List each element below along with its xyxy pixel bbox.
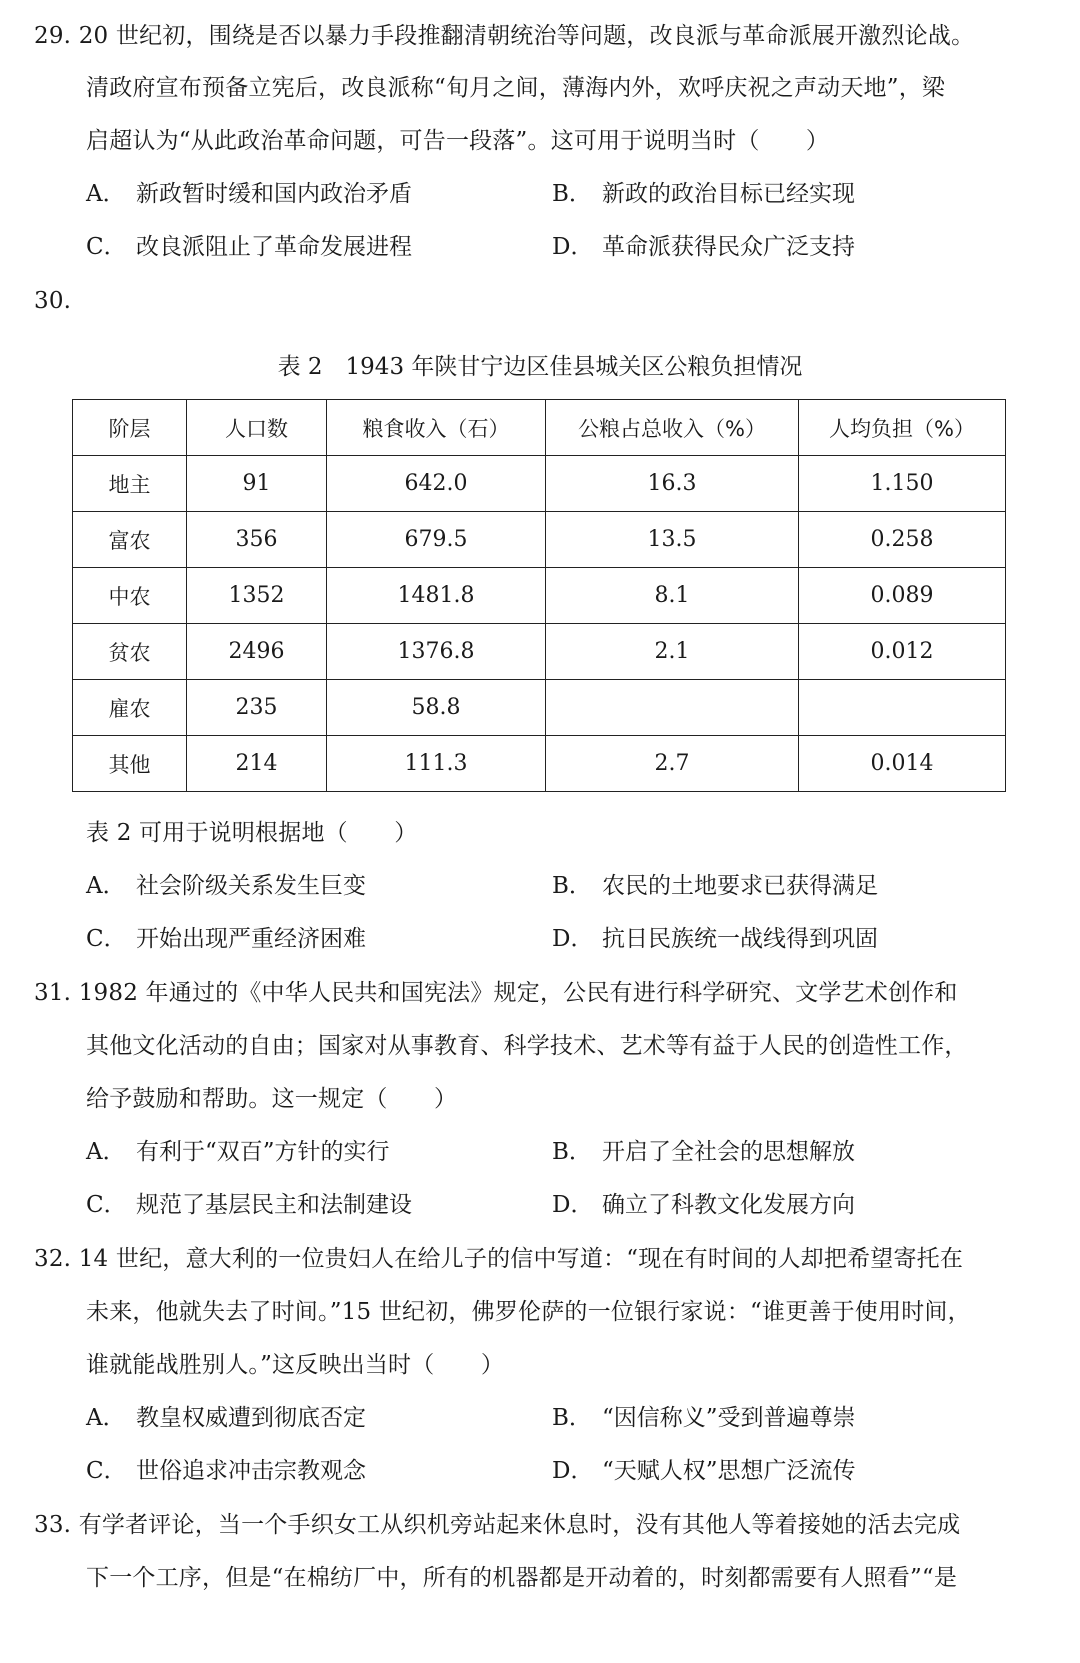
header-per-capita-burden: 人均负担（%） xyxy=(799,400,1006,456)
cell-class: 其他 xyxy=(73,736,187,792)
table-row xyxy=(73,736,1006,792)
cell-grain-share: 2.1 xyxy=(546,624,799,680)
q29-line-2: 清政府宣布预备立宪后，改良派称“旬月之间，薄海内外，欢呼庆祝之声动天地”，梁 xyxy=(86,75,946,101)
cell-grain-income: 58.8 xyxy=(327,680,546,736)
cell-class: 雇农 xyxy=(73,680,187,736)
cell-class: 中农 xyxy=(73,568,187,624)
cell-per-capita-burden: 0.089 xyxy=(799,568,1006,624)
cell-grain-income: 111.3 xyxy=(327,736,546,792)
cell-grain-share: 16.3 xyxy=(546,456,799,512)
q30-option-d[interactable]: D． 抗日民族统一战线得到巩固 xyxy=(552,926,878,952)
grain-burden-table xyxy=(72,399,1006,792)
cell-population: 235 xyxy=(187,680,327,736)
table-row xyxy=(73,680,1006,736)
cell-class: 地主 xyxy=(73,456,187,512)
cell-per-capita-burden xyxy=(799,680,1006,736)
table-header-row xyxy=(73,400,1006,456)
q29-option-b[interactable]: B． 新政的政治目标已经实现 xyxy=(552,181,855,207)
q33-line-2: 下一个工序，但是“在棉纺厂中，所有的机器都是开动着的，时刻都需要有人照看”“是 xyxy=(86,1565,958,1591)
cell-population: 91 xyxy=(187,456,327,512)
cell-grain-share: 8.1 xyxy=(546,568,799,624)
cell-per-capita-burden: 0.258 xyxy=(799,512,1006,568)
q32-line-1 xyxy=(34,1244,963,1274)
header-class: 阶层 xyxy=(73,400,187,456)
q31-number: 31. xyxy=(34,980,72,1006)
cell-population: 214 xyxy=(187,736,327,792)
table-caption: 表 2 1943 年陕甘宁边区佳县城关区公粮负担情况 xyxy=(277,354,803,380)
cell-grain-income: 1376.8 xyxy=(327,624,546,680)
cell-grain-income: 642.0 xyxy=(327,456,546,512)
q33-number: 33. xyxy=(34,1512,72,1538)
cell-per-capita-burden: 0.014 xyxy=(799,736,1006,792)
q29-number: 29. xyxy=(34,23,72,49)
q32-option-c[interactable]: C． 世俗追求冲击宗教观念 xyxy=(86,1458,366,1484)
q31-line-3: 给予鼓励和帮助。这一规定（ ） xyxy=(86,1086,458,1112)
q31-option-d[interactable]: D． 确立了科教文化发展方向 xyxy=(552,1192,855,1218)
q30-stem: 表 2 可用于说明根据地（ ） xyxy=(86,820,418,846)
q29-text-1: 20 世纪初，围绕是否以暴力手段推翻清朝统治等问题，改良派与革命派展开激烈论战。 xyxy=(78,23,975,49)
header-grain-share: 公粮占总收入（%） xyxy=(546,400,799,456)
q30-option-a[interactable]: A． 社会阶级关系发生巨变 xyxy=(86,873,366,899)
q29-option-c[interactable]: C． 改良派阻止了革命发展进程 xyxy=(86,234,412,260)
q29-line-1 xyxy=(34,21,974,51)
q32-option-a[interactable]: A． 教皇权威遭到彻底否定 xyxy=(86,1405,366,1431)
cell-grain-share xyxy=(546,680,799,736)
header-population: 人口数 xyxy=(187,400,327,456)
q31-option-b[interactable]: B． 开启了全社会的思想解放 xyxy=(552,1139,855,1165)
cell-grain-share: 2.7 xyxy=(546,736,799,792)
q33-text-1: 有学者评论，当一个手织女工从织机旁站起来休息时，没有其他人等着接她的活去完成 xyxy=(78,1512,961,1538)
cell-per-capita-burden: 0.012 xyxy=(799,624,1006,680)
q30-option-c[interactable]: C． 开始出现严重经济困难 xyxy=(86,926,366,952)
q32-number: 32. xyxy=(34,1246,72,1272)
cell-grain-income: 1481.8 xyxy=(327,568,546,624)
q29-line-3: 启超认为“从此政治革命问题，可告一段落”。这可用于说明当时（ ） xyxy=(86,128,830,154)
cell-population: 1352 xyxy=(187,568,327,624)
q32-text-1: 14 世纪，意大利的一位贵妇人在给儿子的信中写道：“现在有时间的人却把希望寄托在 xyxy=(78,1246,964,1272)
q30-option-b[interactable]: B． 农民的土地要求已获得满足 xyxy=(552,873,878,899)
table-row xyxy=(73,456,1006,512)
q33-line-1 xyxy=(34,1510,960,1540)
q31-line-1 xyxy=(34,978,958,1008)
cell-population: 2496 xyxy=(187,624,327,680)
q29-option-a[interactable]: A． 新政暂时缓和国内政治矛盾 xyxy=(86,181,412,207)
cell-grain-share: 13.5 xyxy=(546,512,799,568)
cell-class: 贫农 xyxy=(73,624,187,680)
cell-class: 富农 xyxy=(73,512,187,568)
table-row xyxy=(73,512,1006,568)
q32-option-b[interactable]: B． “因信称义”受到普遍尊崇 xyxy=(552,1405,856,1431)
q32-line-3: 谁就能战胜别人。”这反映出当时（ ） xyxy=(86,1352,505,1378)
header-grain-income: 粮食收入（石） xyxy=(327,400,546,456)
q30-number: 30. xyxy=(34,288,72,314)
q32-line-2: 未来，他就失去了时间。”15 世纪初，佛罗伦萨的一位银行家说：“谁更善于使用时间， xyxy=(86,1299,971,1325)
q31-text-1: 1982 年通过的《中华人民共和国宪法》规定，公民有进行科学研究、文学艺术创作和 xyxy=(78,980,958,1006)
table-row xyxy=(73,568,1006,624)
q31-option-a[interactable]: A． 有利于“双百”方针的实行 xyxy=(86,1139,390,1165)
cell-population: 356 xyxy=(187,512,327,568)
q32-option-d[interactable]: D． “天赋人权”思想广泛流传 xyxy=(552,1458,856,1484)
cell-per-capita-burden: 1.150 xyxy=(799,456,1006,512)
cell-grain-income: 679.5 xyxy=(327,512,546,568)
q31-option-c[interactable]: C． 规范了基层民主和法制建设 xyxy=(86,1192,412,1218)
table-row xyxy=(73,624,1006,680)
q29-option-d[interactable]: D． 革命派获得民众广泛支持 xyxy=(552,234,855,260)
q31-line-2: 其他文化活动的自由；国家对从事教育、科学技术、艺术等有益于人民的创造性工作， xyxy=(86,1033,968,1059)
